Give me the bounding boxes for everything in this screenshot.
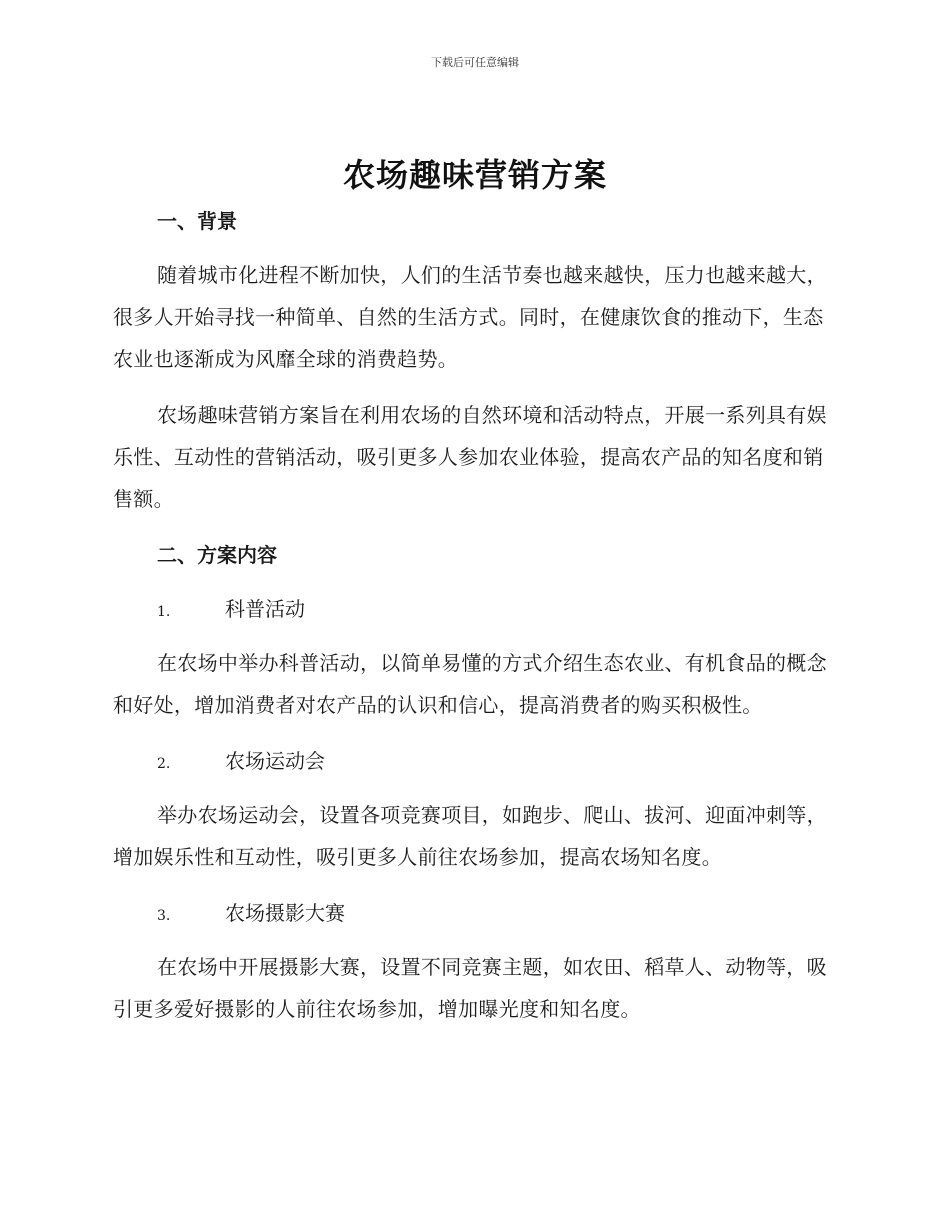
header-note: 下载后可任意编辑	[431, 56, 519, 69]
list-number: 1.	[157, 604, 171, 620]
section-heading-plan: 二、方案内容	[157, 543, 277, 567]
list-item-title: 科普活动	[225, 597, 305, 621]
list-item-3	[113, 892, 833, 934]
list-item-title: 农场摄影大赛	[225, 901, 345, 925]
list-number: 2.	[157, 756, 171, 772]
list-item-2	[113, 740, 833, 782]
list-item-description: 举办农场运动会，设置各项竞赛项目，如跑步、爬山、拔河、迎面冲刺等，增加娱乐性和互动性，吸引更多人前往农场参加，提高农场知名度。	[113, 803, 827, 869]
background-paragraph-2: 农场趣味营销方案旨在利用农场的自然环境和活动特点，开展一系列具有娱乐性、互动性的营销活动，吸引更多人参加农业体验，提高农产品的知名度和销售额。	[113, 403, 827, 511]
document-title: 农场趣味营销方案	[342, 156, 607, 194]
list-item-description: 在农场中开展摄影大赛，设置不同竞赛主题，如农田、稻草人、动物等，吸引更多爱好摄影的人前往农场参加，增加曝光度和知名度。	[113, 955, 827, 1021]
list-item-1	[113, 588, 833, 630]
document-body	[113, 200, 833, 1030]
background-paragraph-1: 随着城市化进程不断加快，人们的生活节奏也越来越快，压力也越来越大，很多人开始寻找一种简单、自然的生活方式。同时，在健康饮食的推动下，生态农业也逐渐成为风靡全球的消费趋势。	[113, 263, 827, 371]
list-item-title: 农场运动会	[225, 749, 325, 773]
list-number: 3.	[157, 908, 171, 924]
section-heading-background: 一、背景	[157, 209, 237, 233]
list-item-description: 在农场中举办科普活动，以简单易懂的方式介绍生态农业、有机食品的概念和好处，增加消费者对农产品的认识和信心，提高消费者的购买积极性。	[113, 651, 827, 717]
